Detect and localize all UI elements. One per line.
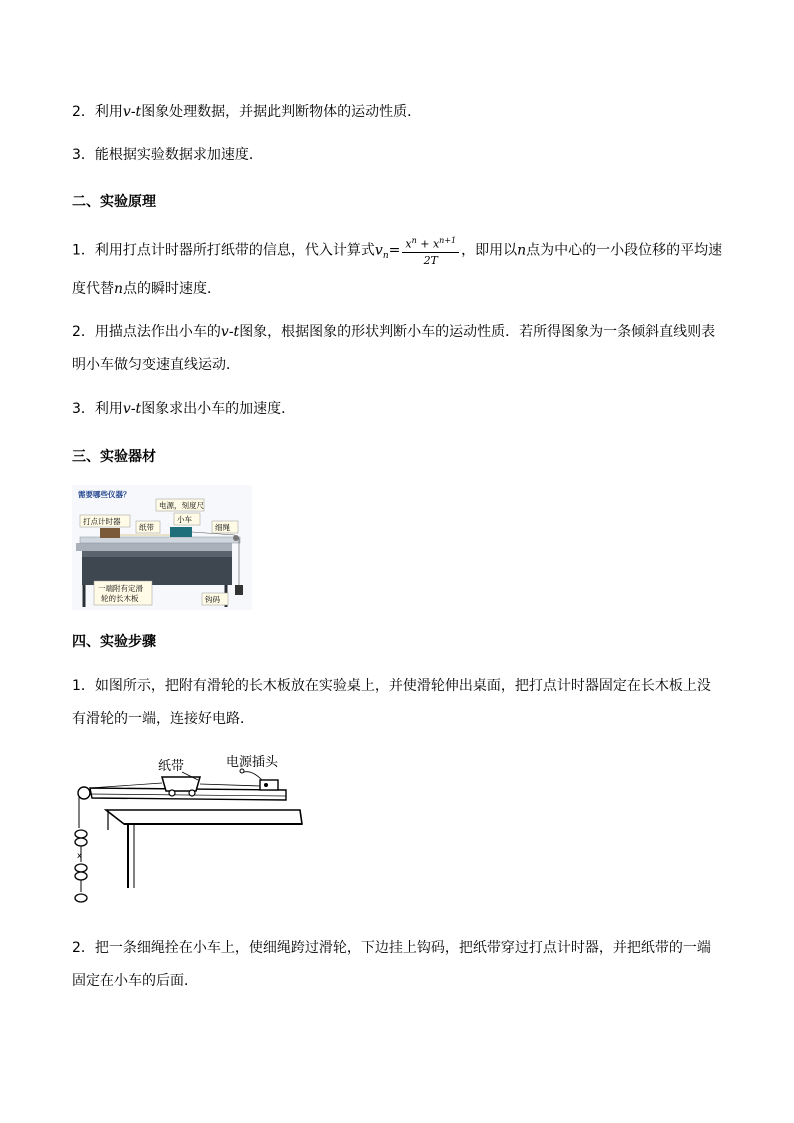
step-2: 2．把一条细绳拴在小车上，使细绳跨过滑轮，下边挂上钩码，把纸带穿过打点计时器，并把纸带的一端固定在小车的后面． bbox=[72, 940, 711, 989]
label-string: 细绳 bbox=[215, 523, 230, 532]
label-board-line1: 一端附有定滑 bbox=[98, 584, 143, 593]
principle-item-3: 3．利用v-t图象求出小车的加速度． bbox=[72, 401, 296, 417]
label-cart: 小车 bbox=[177, 515, 192, 524]
pulley-shape-2 bbox=[78, 787, 90, 799]
section-heading-principle: 二、实验原理 bbox=[72, 194, 156, 210]
label-tape: 纸带 bbox=[139, 523, 154, 532]
principle-item-1: 1．利用打点计时器所打纸带的信息，代入计算式$v_n=$ $\frac{x^n + x^{n+1}}{2T}$ ，即用以n点为中心的一小段位移的平均速度代替n点的瞬时速度． bbox=[72, 233, 724, 306]
label-timer: 打点计时器 bbox=[83, 517, 121, 526]
section-heading-equipment: 三、实验器材 bbox=[72, 449, 156, 465]
section-heading-steps: 四、实验步骤 bbox=[72, 634, 156, 650]
label-tape-2: 纸带 bbox=[158, 759, 185, 774]
cart-shape bbox=[170, 527, 192, 537]
velocity-fraction: $\frac{x^n + x^{n+1}}{2T}$ bbox=[402, 233, 459, 268]
label-plug: 电源插头 bbox=[226, 755, 279, 770]
principle-item-2: 2．用描点法作出小车的v-t图象，根据图象的形状判断小车的运动性质．若所得图象为一条倾斜直线则表明小车做匀变速直线运动． bbox=[72, 324, 716, 373]
weight-shape bbox=[235, 585, 243, 595]
step-1: 1．如图所示，把附有滑轮的长木板放在实验桌上，并使滑轮伸出桌面，把打点计时器固定在长木板上没有滑轮的一端，连接好电路． bbox=[72, 678, 711, 727]
setup-figure bbox=[72, 750, 307, 910]
pulley-shape bbox=[233, 535, 239, 541]
label-weight: 钩码 bbox=[205, 595, 220, 604]
timer-shape bbox=[100, 528, 120, 538]
objective-item-3: 3．能根据实验数据求加速度． bbox=[72, 147, 263, 163]
figure-question: 需要哪些仪器？ bbox=[78, 490, 131, 499]
cart-shape-2 bbox=[162, 777, 200, 791]
svg-text:x: x bbox=[77, 851, 82, 860]
label-board-line2: 轮的长木板 bbox=[101, 594, 139, 603]
label-power-ruler: 电源，刻度尺 bbox=[159, 501, 204, 510]
equipment-figure bbox=[72, 485, 252, 610]
timer-shape-2 bbox=[260, 780, 278, 790]
objective-item-2: 2．利用v-t图象处理数据，并据此判断物体的运动性质． bbox=[72, 104, 422, 120]
